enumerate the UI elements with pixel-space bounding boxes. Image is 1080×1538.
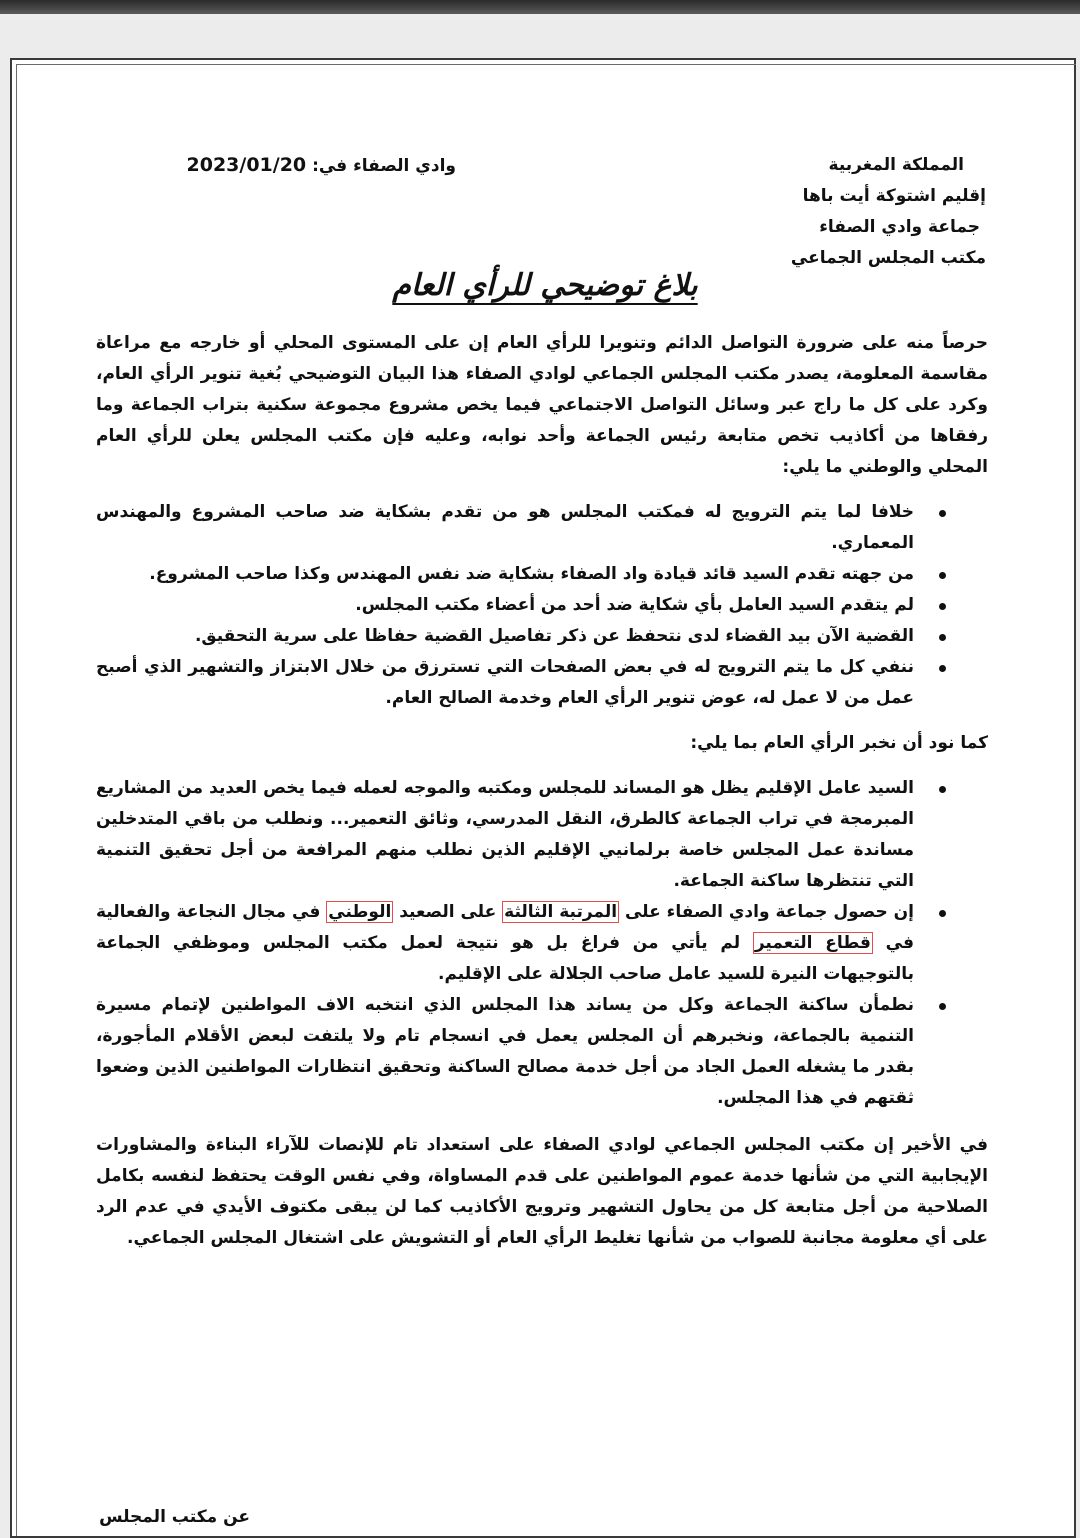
bullet-icon [939, 510, 946, 517]
bullet-icon [939, 665, 946, 672]
list-item: القضية الآن بيد القضاء لدى نتحفظ عن ذكر تفاصيل القضية حفاظا على سرية التحقيق. [96, 621, 988, 652]
inform-list [96, 773, 988, 1114]
list-item: إن حصول جماعة وادي الصفاء على المرتبة الثالثة على الصعيد الوطني في مجال النجاعة والفعالية في قطاع التعمير لم يأتي من فراغ بل هو نتيجة لعمل مكتب المجلس وموظفي الجماعة بالتوجيهات النيرة للسيد عامل صاحب الجلالة على الإقليم. [96, 897, 988, 990]
highlight-sector: قطاع التعمير [754, 933, 871, 953]
announcements-list [96, 497, 988, 714]
list-item: خلافا لما يتم الترويج له فمكتب المجلس هو من تقدم بشكاية ضد صاحب المشروع والمهندس المعماري. [96, 497, 988, 559]
conclusion-paragraph: في الأخير إن مكتب المجلس الجماعي لوادي الصفاء على استعداد تام للإنصات للآراء البناءة والمشاورات الإيجابية التي من شأنها خدمة عموم المواطنين على قدم المساواة، وفي نفس الوقت يحتفظ لنفسه بكامل الصلاحية من أجل متابعة كل من يحاول التشهير وترويج الأكاذيب كما لن يبقى مكتوف الأيدي في عدم الرد على أي معلومة مجانبة للصواب من شأنها تغليط الرأي العام أو التشويش على اشتغال المجلس الجماعي. [96, 1135, 988, 1248]
inform-intro: كما نود أن نخبر الرأي العام بما يلي: [690, 733, 988, 753]
bullet-icon [939, 786, 946, 793]
list-item: نطمأن ساكنة الجماعة وكل من يساند هذا المجلس الذي انتخبه الاف المواطنين لإتمام مسيرة التنمية بالجماعة، ونخبرهم أن المجلس يعمل في انسجام تام ولا يلتفت لبعض الأقلام المأجورة، بقدر ما يشغله العمل الجاد من أجل خدمة مصالح الساكنة وتحقيق انتظارات المواطنين الذين وضعوا ثقتهم في هذا المجلس. [96, 990, 988, 1114]
bullet-icon [939, 910, 946, 917]
top-bar [0, 0, 1080, 14]
document-body [96, 328, 988, 1254]
place-date [116, 150, 456, 182]
province-line: إقليم اشتوكة أيت باها [802, 186, 986, 206]
letterhead [646, 150, 986, 274]
document-date: 2023/01/20 [186, 154, 307, 176]
commune-line: جماعة وادي الصفاء [819, 217, 980, 237]
place-prefix: وادي الصفاء في: [312, 156, 456, 176]
office-line: مكتب المجلس الجماعي [790, 248, 986, 268]
title-text: بلاغ توضيحي للرأي العام [392, 268, 698, 303]
highlight-rank: المرتبة الثالثة [504, 902, 618, 922]
document-title [12, 268, 1078, 303]
list-item: لم يتقدم السيد العامل بأي شكاية ضد أحد من أعضاء مكتب المجلس. [96, 590, 988, 621]
kingdom-line: المملكة المغربية [828, 155, 964, 175]
bullet-icon [939, 634, 946, 641]
bullet-icon [939, 1003, 946, 1010]
bullet-icon [939, 603, 946, 610]
list-item: ننفي كل ما يتم الترويج له في بعض الصفحات التي تسترزق من خلال الابتزاز والتشهير الذي أصبح عمل من لا عمل له، عوض تنوير الرأي العام وخدمة الصالح العام. [96, 652, 988, 714]
intro-paragraph: حرصاً منه على ضرورة التواصل الدائم وتنويرا للرأي العام إن على المستوى المحلي أو خارجه مع مراعاة مقاسمة المعلومة، يصدر مكتب المجلس الجماعي لوادي الصفاء هذا البيان التوضيحي بُغية تنوير الرأي العام، وكرد على كل ما راج عبر وسائل التواصل الاجتماعي فيما يخص مشروع مجموعة سكنية بتراب الجماعة وما رفقاها من أكاذيب تخص متابعة رئيس الجماعة وأحد نوابه، وعليه فإن مكتب المجلس يعلن للرأي العام المحلي والوطني ما يلي: [96, 333, 988, 477]
signature: عن مكتب المجلس [99, 1507, 250, 1527]
list-item: السيد عامل الإقليم يظل هو المساند للمجلس ومكتبه والموجه لعمله فيما يخص العديد من المشاريع المبرمجة في تراب الجماعة كالطرق، النقل المدرسي، وثائق التعمير... ونطلب من باقي المتدخلين مساندة عمل المجلس خاصة برلمانيي الإقليم الذين نطلب منهم المرافعة من أجل تحقيق التنمية التي تنتظرها ساكنة الجماعة. [96, 773, 988, 897]
list-item: من جهته تقدم السيد قائد قيادة واد الصفاء بشكاية ضد نفس المهندس وكذا صاحب المشروع. [96, 559, 988, 590]
bullet-icon [939, 572, 946, 579]
highlight-national: الوطني [328, 902, 392, 922]
document-page [10, 58, 1076, 1538]
